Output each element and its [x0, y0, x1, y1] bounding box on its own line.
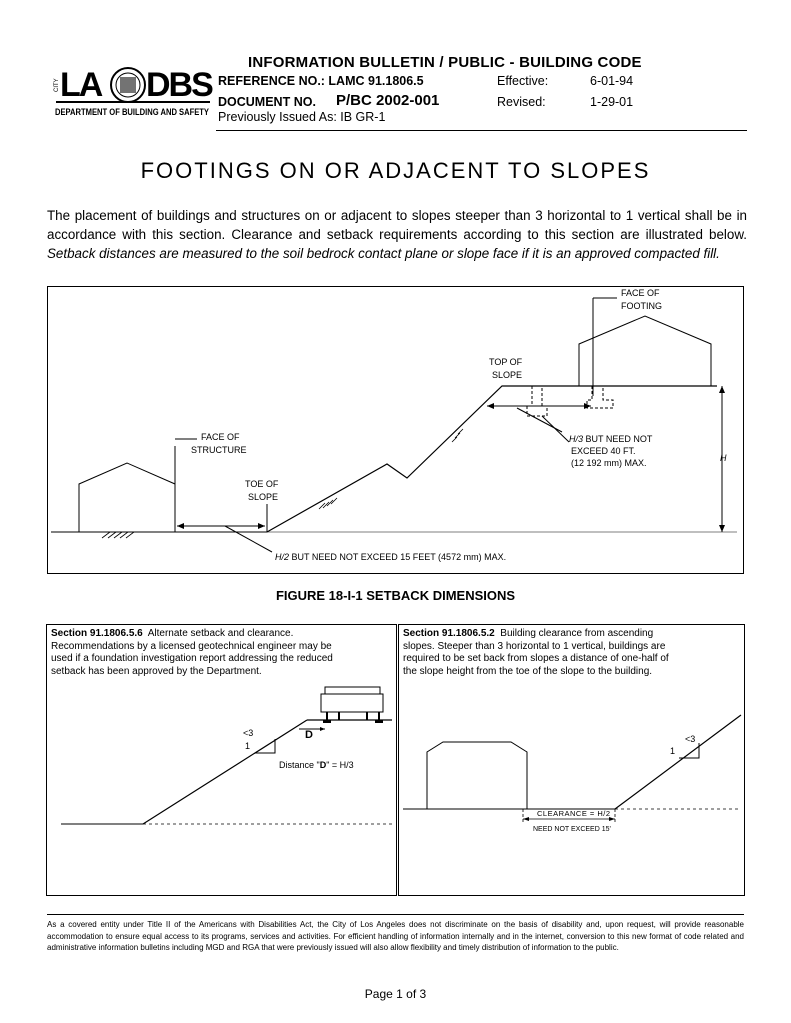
right-panel-text: Section 91.1806.5.2 Building clearance from ascending slopes. Steeper than 3 horizontal to 1 vertical, buildings are required to be set back from slopes a distance of one-half of the slope height from the toe of the slope to the building. [403, 628, 669, 677]
toe-of-slope-label: TOE OF [245, 479, 279, 489]
svg-text:SLOPE: SLOPE [492, 370, 523, 380]
effective-date: 6-01-94 [590, 74, 634, 88]
svg-text:STRUCTURE: STRUCTURE [191, 445, 247, 455]
ada-footnote: As a covered entity under Title II of the Americans with Disabilities Act, the City of Los Angeles does not discriminate on the basis of disability and, upon request, will provide reasonable accommodation to ensure equal access to its programs, services and activities. For efficient handling of information internally and in the internet, conversion to this new format of code related and administrative information bulletins including MGD and RGA that were previously issued will also allow flexibility and timely distribution of information to the public. [47, 920, 744, 952]
figure-caption: FIGURE 18-I-1 SETBACK DIMENSIONS [275, 588, 516, 603]
footer-divider [47, 914, 744, 915]
intro-text: The placement of buildings and structures on or adjacent to slopes steeper than 3 horizontal to 1 vertical shall be in accordance with this section. Clearance and setback requirements according to this section are illustrated below. [47, 208, 747, 242]
revised-date: 1-29-01 [590, 95, 634, 109]
document-title: FOOTINGS ON OR ADJACENT TO SLOPES [140, 158, 651, 183]
section-91-1806-5-2-panel [398, 624, 745, 896]
revised-label: Revised: [497, 95, 546, 109]
reference-number: REFERENCE NO.: LAMC 91.1806.5 [218, 74, 424, 88]
intro-paragraph [47, 206, 747, 263]
bulletin-title: INFORMATION BULLETIN / PUBLIC - BUILDING CODE [248, 54, 642, 71]
h2-label: H/2 BUT NEED NOT EXCEED 15 FEET (4572 mm) MAX. [275, 552, 507, 562]
section-91-1806-5-6-panel [46, 624, 397, 896]
left-slope-line [143, 720, 307, 824]
face-of-structure-label: FACE OF [201, 432, 240, 442]
ladbs-logo [52, 62, 212, 122]
svg-text:FOOTING: FOOTING [621, 301, 662, 311]
need-not-exceed-label: NEED NOT EXCEED 15' [533, 826, 611, 833]
d-label: D [305, 729, 313, 741]
effective-label: Effective: [497, 74, 549, 88]
logo-city-text: CITY [54, 78, 60, 92]
intro-italic-text: Setback distances are measured to the soil bedrock contact plane or slope face if it is an approved compacted fill. [47, 246, 720, 261]
left-section-heading: Section 91.1806.5.6 [51, 628, 143, 639]
left-slope-ratio: <3 [243, 728, 254, 738]
document-label: DOCUMENT NO. [218, 95, 316, 109]
footing-shape [587, 386, 613, 408]
svg-text:SLOPE: SLOPE [248, 492, 279, 502]
left-house-shape [79, 463, 175, 532]
clearance-label: CLEARANCE = H/2 [537, 809, 611, 818]
left-panel-text: Section 91.1806.5.6 Alternate setback and clearance. Recommendations by a licensed geotechnical engineer may be used if a foundation investigation report addressing the reduced setback has been approved by the Department. [51, 628, 333, 677]
svg-text:(12 192 mm) MAX.: (12 192 mm) MAX. [571, 458, 647, 468]
logo-department-text: DEPARTMENT OF BUILDING AND SAFETY [55, 107, 209, 117]
right-house-shape-2 [427, 742, 527, 809]
header-divider [216, 130, 747, 131]
svg-text:EXCEED 40 FT.: EXCEED 40 FT. [571, 446, 636, 456]
previously-issued: Previously Issued As: IB GR-1 [218, 110, 386, 124]
right-slope-ratio: <3 [685, 734, 696, 744]
left-slope-one: 1 [245, 741, 251, 751]
face-of-footing-label: FACE OF [621, 288, 660, 298]
distance-label: Distance "D" = H/3 [279, 760, 354, 770]
logo-dbs-text: DBS [146, 66, 212, 104]
right-house-shape [579, 316, 711, 386]
figure-border [48, 287, 744, 574]
document-number: P/BC 2002-001 [336, 92, 440, 109]
h-label: H [720, 453, 727, 463]
logo-la-text: LA [60, 66, 102, 104]
setback-figure [47, 286, 744, 574]
right-slope-line [615, 715, 741, 809]
h3-label: H/3 BUT NEED NOT [569, 434, 653, 444]
right-section-heading: Section 91.1806.5.2 [403, 628, 495, 639]
top-of-slope-label: TOP OF [489, 357, 523, 367]
page-number: Page 1 of 3 [364, 987, 427, 1001]
right-slope-one: 1 [670, 746, 676, 756]
top-building-shape [321, 694, 383, 712]
